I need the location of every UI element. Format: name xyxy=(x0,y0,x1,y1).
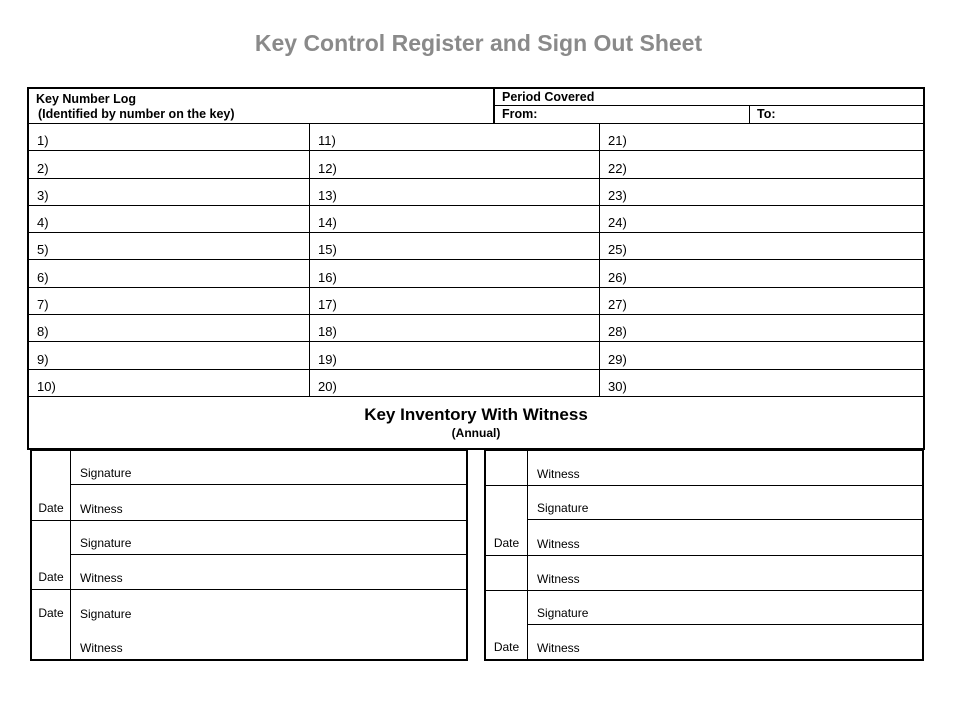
signature-line xyxy=(528,625,922,659)
signature-line-label: Witness xyxy=(80,640,123,655)
signature-block-left xyxy=(30,449,468,661)
signature-row xyxy=(486,556,922,591)
key-number-slot xyxy=(29,233,310,260)
key-number-slot xyxy=(600,124,923,151)
signature-row xyxy=(32,451,466,485)
signature-line xyxy=(71,555,466,589)
form-header xyxy=(29,89,923,124)
signature-row xyxy=(486,625,922,659)
key-number-slot xyxy=(29,206,310,233)
date-label: Date xyxy=(38,605,64,620)
key-number-label: 10) xyxy=(37,378,56,394)
signature-row xyxy=(32,590,466,624)
date-cell xyxy=(32,590,71,624)
key-number-slot xyxy=(29,179,310,206)
key-number-label: 22) xyxy=(608,160,627,176)
key-number-label: 17) xyxy=(318,297,337,313)
key-number-slot xyxy=(310,124,600,151)
date-cell xyxy=(486,556,528,590)
key-number-slot xyxy=(600,315,923,342)
signature-line xyxy=(528,520,922,554)
key-number-label: 16) xyxy=(318,269,337,285)
date-cell xyxy=(486,486,528,520)
key-number-slot xyxy=(310,342,600,369)
key-control-form xyxy=(27,87,925,450)
key-number-slot xyxy=(310,288,600,315)
key-number-slot xyxy=(310,179,600,206)
key-number-label: 27) xyxy=(608,297,627,313)
key-number-label: 13) xyxy=(318,187,337,203)
date-cell xyxy=(486,451,528,485)
key-number-log-title: Key Number Log xyxy=(36,92,137,106)
date-label: Date xyxy=(38,500,64,515)
key-number-label: 20) xyxy=(318,378,337,394)
from-field xyxy=(495,106,750,124)
signature-row xyxy=(486,451,922,486)
date-cell xyxy=(32,485,71,519)
key-number-slot xyxy=(310,151,600,178)
key-number-label: 14) xyxy=(318,215,337,231)
signature-line-label: Witness xyxy=(537,641,580,656)
key-number-label: 24) xyxy=(608,215,627,231)
key-number-label: 9) xyxy=(37,351,49,367)
date-label: Date xyxy=(493,535,520,550)
signature-line xyxy=(71,485,466,519)
key-number-label: 29) xyxy=(608,351,627,367)
signature-line xyxy=(528,556,922,590)
to-field xyxy=(750,106,923,124)
key-number-label: 25) xyxy=(608,242,627,258)
date-label: Date xyxy=(38,570,64,585)
signature-line xyxy=(528,486,922,520)
period-covered-label: Period Covered xyxy=(502,89,595,104)
key-number-label: 1) xyxy=(37,133,49,149)
key-number-label: 3) xyxy=(37,187,49,203)
signature-line-label: Signature xyxy=(80,466,132,481)
key-number-slot xyxy=(600,288,923,315)
key-number-slot xyxy=(29,370,310,397)
signature-line xyxy=(71,590,466,624)
from-to-row xyxy=(495,106,923,124)
key-number-slot xyxy=(310,233,600,260)
date-cell xyxy=(32,451,71,485)
key-number-label: 11) xyxy=(318,133,336,149)
period-covered-row xyxy=(495,89,923,106)
signature-line xyxy=(528,451,922,485)
signature-line-label: Signature xyxy=(537,605,589,620)
date-cell xyxy=(486,625,528,659)
key-number-log-header xyxy=(29,89,495,123)
signature-line-label: Signature xyxy=(80,535,132,550)
key-number-slot xyxy=(310,260,600,287)
key-number-slot xyxy=(29,315,310,342)
signature-row xyxy=(32,521,466,555)
inventory-banner xyxy=(29,397,923,448)
key-number-slot xyxy=(29,151,310,178)
signature-line xyxy=(71,521,466,555)
key-number-slot xyxy=(310,315,600,342)
key-number-label: 6) xyxy=(37,269,49,285)
key-number-label: 12) xyxy=(318,160,337,176)
signature-line xyxy=(71,625,466,659)
signature-line xyxy=(71,451,466,485)
key-number-slot xyxy=(29,288,310,315)
key-number-label: 8) xyxy=(37,324,49,340)
key-number-slot xyxy=(600,370,923,397)
signature-row xyxy=(486,486,922,520)
key-number-label: 7) xyxy=(37,297,49,313)
key-number-label: 4) xyxy=(37,215,49,231)
key-number-label: 15) xyxy=(318,242,337,258)
key-number-slot xyxy=(600,206,923,233)
key-number-slot xyxy=(29,124,310,151)
date-cell xyxy=(32,521,71,555)
signature-line-label: Signature xyxy=(80,606,132,621)
key-number-label: 18) xyxy=(318,324,337,340)
signature-row xyxy=(32,555,466,590)
date-cell xyxy=(486,591,528,625)
date-label: Date xyxy=(493,640,520,655)
inventory-subtitle: (Annual) xyxy=(451,425,501,440)
signature-line-label: Witness xyxy=(537,536,580,551)
key-number-slot xyxy=(600,151,923,178)
signature-line-label: Witness xyxy=(537,467,580,482)
key-number-label: 2) xyxy=(37,160,49,176)
key-number-slot xyxy=(600,342,923,369)
date-cell xyxy=(486,520,528,554)
key-number-slot xyxy=(600,260,923,287)
key-number-label: 30) xyxy=(608,378,627,394)
signature-block-right xyxy=(484,449,924,661)
signature-line xyxy=(528,591,922,625)
date-cell xyxy=(32,555,71,589)
key-number-label: 19) xyxy=(318,351,337,367)
signature-row xyxy=(32,625,466,659)
from-label: From: xyxy=(502,107,538,122)
period-covered-header xyxy=(495,89,923,123)
key-number-slot xyxy=(600,179,923,206)
key-number-label: 28) xyxy=(608,324,627,340)
inventory-title: Key Inventory With Witness xyxy=(364,404,588,424)
signature-line-label: Witness xyxy=(80,571,123,586)
signature-row xyxy=(486,520,922,555)
key-number-grid xyxy=(29,124,923,397)
key-number-slot xyxy=(29,342,310,369)
key-number-slot xyxy=(310,370,600,397)
signature-row xyxy=(32,485,466,520)
signature-line-label: Signature xyxy=(537,501,589,516)
signature-row xyxy=(486,591,922,625)
key-number-slot xyxy=(29,260,310,287)
key-number-log-subtitle: (Identified by number on the key) xyxy=(38,107,235,121)
signature-line-label: Witness xyxy=(80,501,123,516)
page-title: Key Control Register and Sign Out Sheet xyxy=(254,30,703,56)
key-number-slot xyxy=(310,206,600,233)
key-number-label: 26) xyxy=(608,269,627,285)
date-cell xyxy=(32,625,71,659)
key-number-label: 5) xyxy=(37,242,49,258)
key-number-label: 21) xyxy=(608,133,627,149)
signature-line-label: Witness xyxy=(537,571,580,586)
to-label: To: xyxy=(757,107,776,122)
key-number-slot xyxy=(600,233,923,260)
key-number-label: 23) xyxy=(608,187,627,203)
